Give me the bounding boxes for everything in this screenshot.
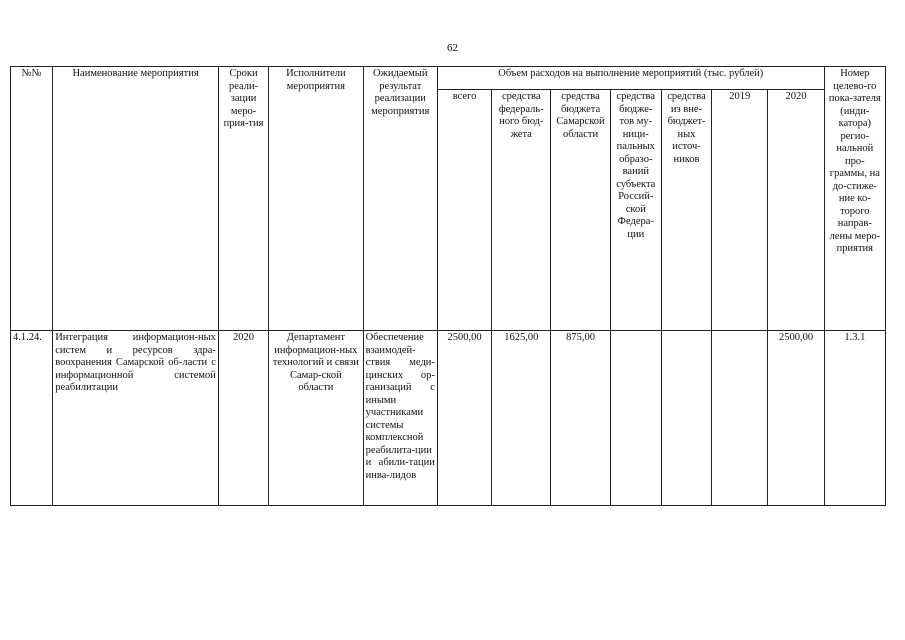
header-federal: средства федераль-ного бюд-жета <box>492 90 551 331</box>
header-executors: Исполнители мероприятия <box>269 67 363 331</box>
row-external <box>661 331 711 506</box>
row-regional: 875,00 <box>551 331 610 506</box>
row-term: 2020 <box>218 331 268 506</box>
row-2019 <box>712 331 768 506</box>
header-2019: 2019 <box>712 90 768 331</box>
header-terms: Сроки реали-зации меро-прия-тия <box>218 67 268 331</box>
header-regional: средства бюджета Самарской области <box>551 90 610 331</box>
header-row-1 <box>11 67 886 90</box>
row-total: 2500,00 <box>437 331 491 506</box>
row-municipal <box>610 331 661 506</box>
page-number: 62 <box>447 42 458 54</box>
row-expected: Обеспечение взаимодей-ствия меди-цинских ор-ганизаций с иными участниками системы комплексной реабилита-ции и абили-тации инва-лидов <box>363 331 437 506</box>
header-volume-group: Объем расходов на выполнение мероприятий (тыс. рублей) <box>437 67 824 90</box>
row-federal: 1625,00 <box>492 331 551 506</box>
row-executor: Департамент информацион-ных технологий и связи Самар-ской области <box>269 331 363 506</box>
header-municipal: средства бюдже-тов му-ници-пальных образо-ваний субъекта Россий-ской Федера-ции <box>610 90 661 331</box>
table-row <box>11 331 886 506</box>
row-2020: 2500,00 <box>768 331 824 506</box>
row-indicator: 1.3.1 <box>824 331 885 506</box>
header-indicator: Номер целево-го пока-зателя (инди-катора) регио-нальной про-граммы, на до-стиже-ние ко-торого направ-лены меро-приятия <box>824 67 885 331</box>
row-num: 4.1.24. <box>11 331 53 506</box>
header-expected: Ожидаемый результат реализации мероприятия <box>363 67 437 331</box>
header-num: №№ <box>11 67 53 331</box>
header-name: Наименование мероприятия <box>53 67 219 331</box>
header-total: всего <box>437 90 491 331</box>
header-2020: 2020 <box>768 90 824 331</box>
measures-table <box>10 66 886 506</box>
row-name: Интеграция информацион-ных систем и ресурсов здра-воохранения Самарской об-ласти с информационной системой реабилитации <box>53 331 219 506</box>
header-external: средства из вне-бюджет-ных источ-ников <box>661 90 711 331</box>
